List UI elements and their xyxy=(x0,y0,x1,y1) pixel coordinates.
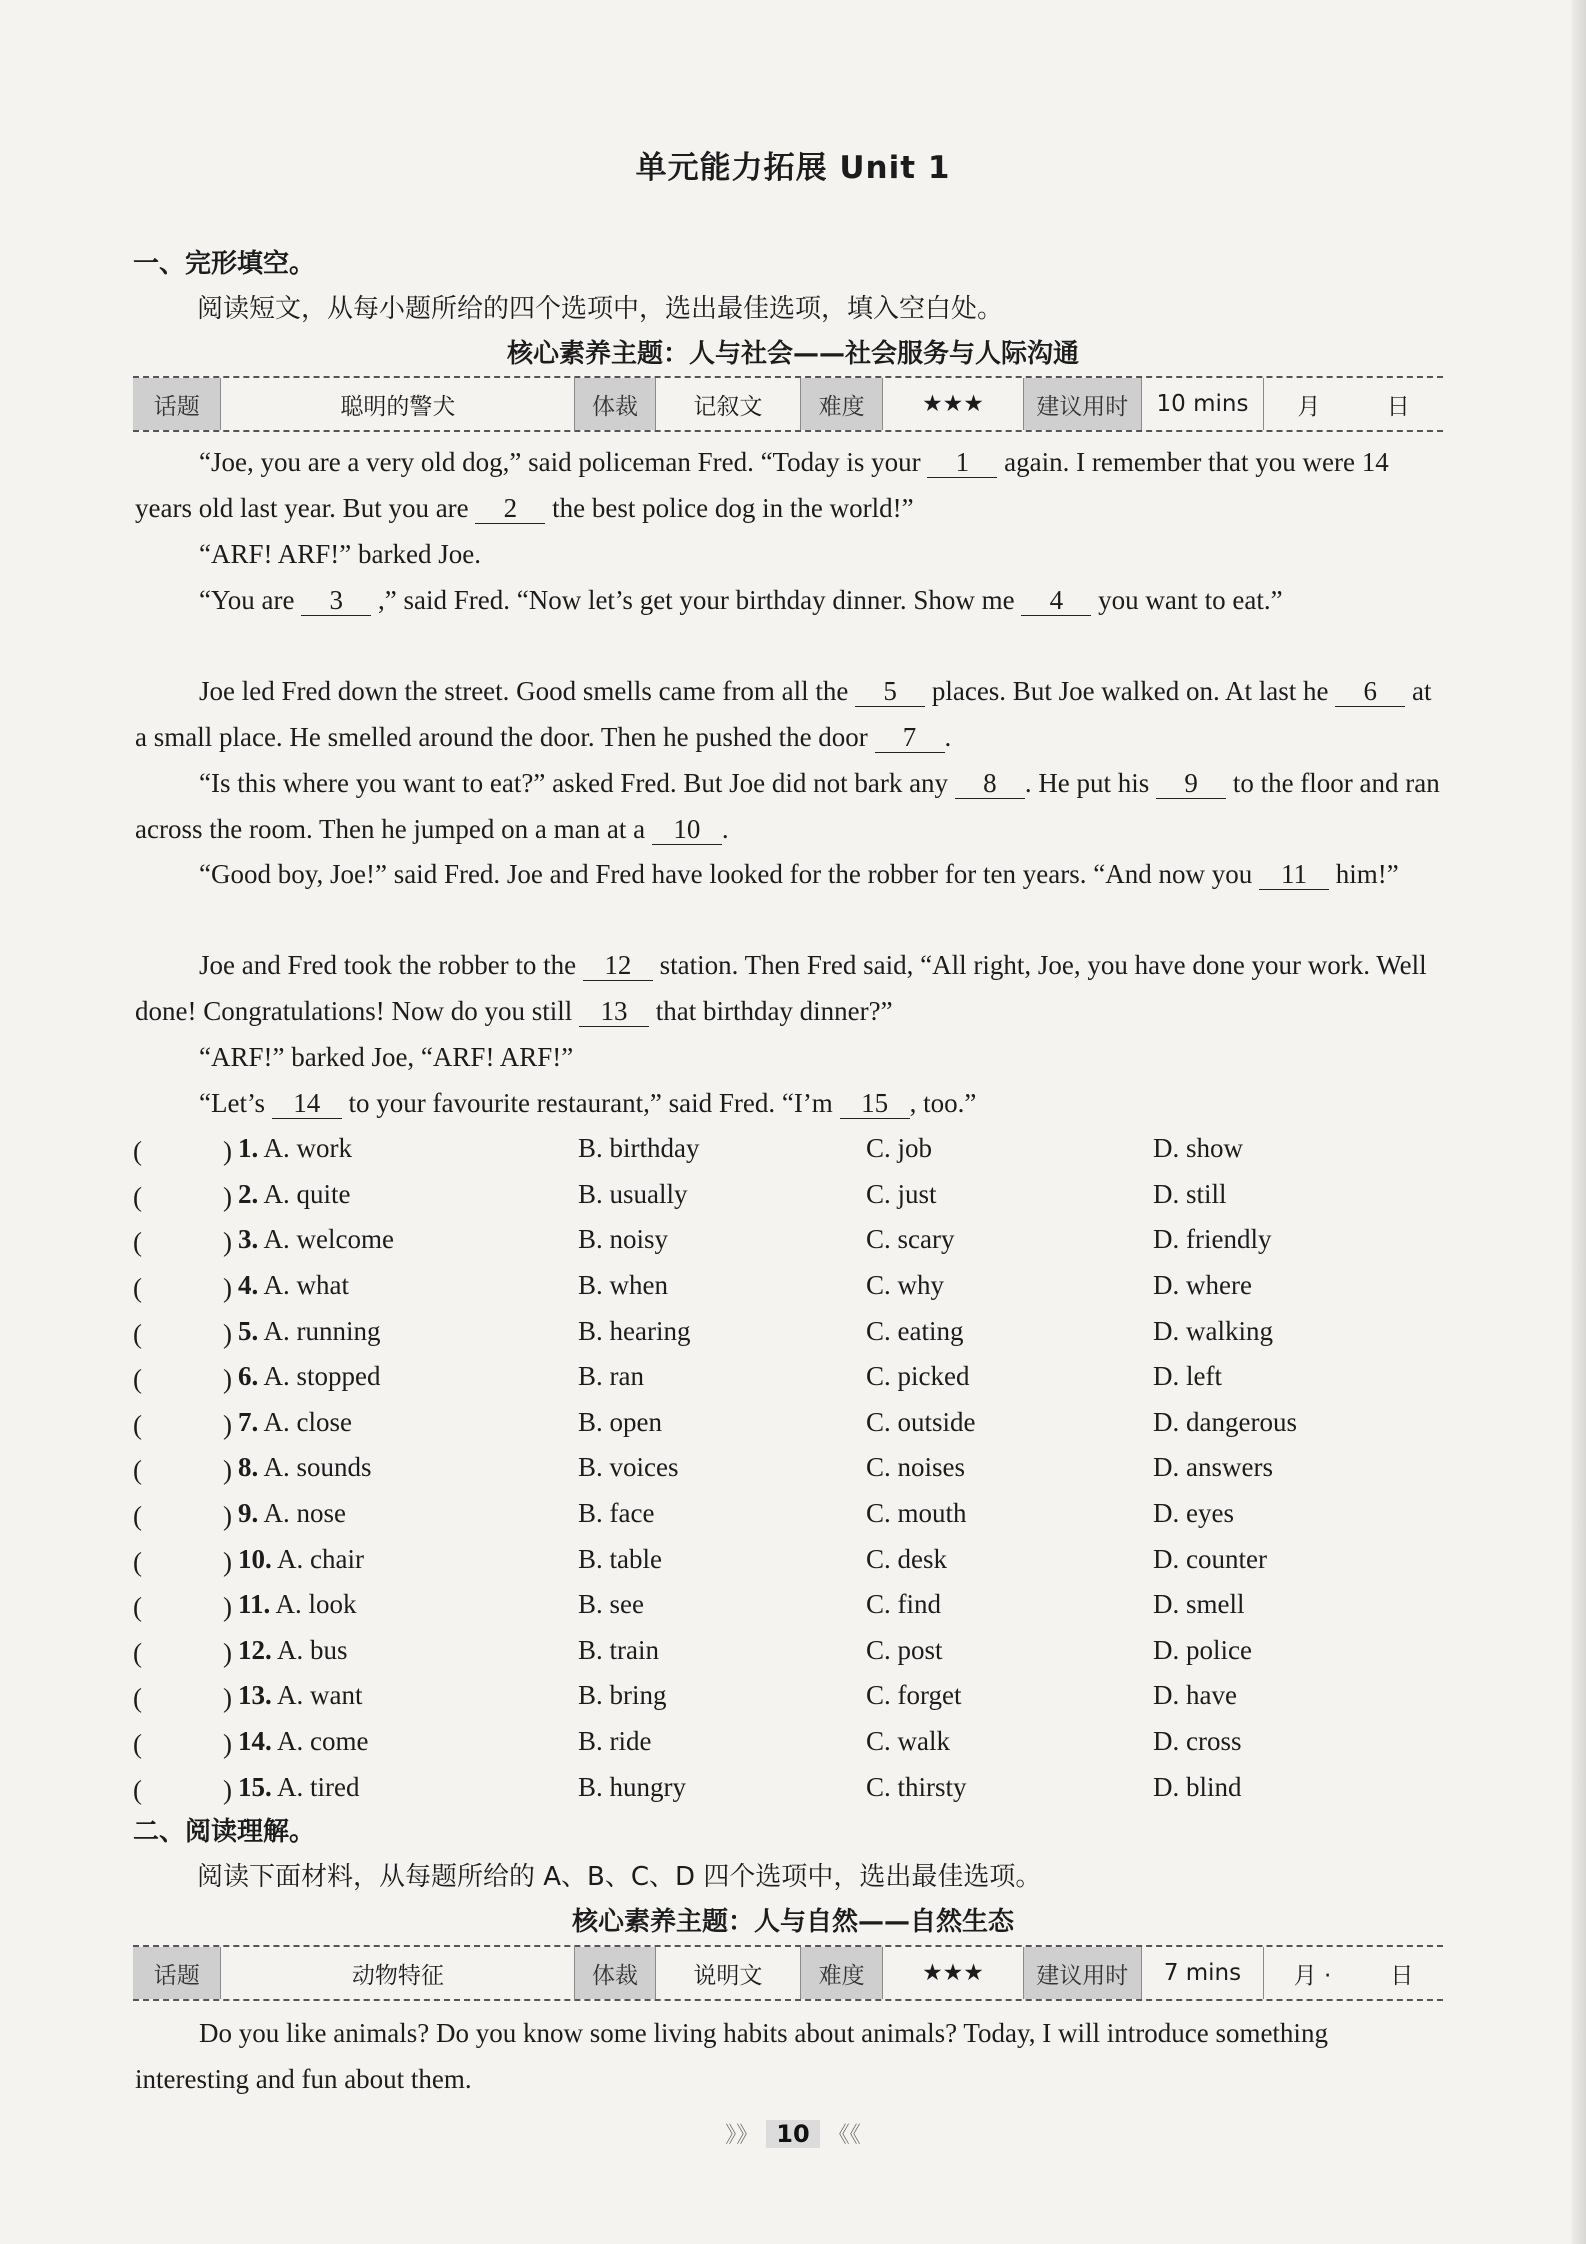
answer-bracket[interactable]: ( ) xyxy=(133,1273,232,1304)
option-d[interactable]: D. have xyxy=(1153,1680,1237,1711)
option-c[interactable]: C. eating xyxy=(866,1315,964,1346)
time-label: 建议用时 xyxy=(1024,378,1142,430)
option-a-text: A. bus xyxy=(277,1634,348,1665)
option-a[interactable] xyxy=(238,1544,578,1575)
answer-bracket[interactable]: ( ) xyxy=(133,1637,232,1668)
option-a[interactable] xyxy=(238,1772,578,1803)
option-a-text: A. work xyxy=(263,1133,353,1164)
passage-paragraph xyxy=(135,1080,1440,1126)
option-a-text: A. close xyxy=(263,1406,352,1437)
passage-text: . xyxy=(944,722,952,752)
option-a[interactable] xyxy=(238,1316,578,1347)
blank-6[interactable]: 6 xyxy=(1335,676,1405,707)
option-b[interactable]: B. see xyxy=(578,1589,644,1620)
page-title: 单元能力拓展 Unit 1 xyxy=(635,150,951,186)
question-row xyxy=(133,1354,1453,1400)
option-d[interactable]: D. blind xyxy=(1153,1771,1242,1802)
options-list xyxy=(133,1126,1453,1810)
question-number: 7. xyxy=(238,1406,259,1437)
passage-text: “Is this where you want to eat?” asked Fred. But Joe did not bark any xyxy=(199,768,949,798)
passage-text: places. But Joe walked on. At last he xyxy=(931,676,1329,706)
option-a-text: A. welcome xyxy=(263,1224,394,1255)
passage-text: . xyxy=(721,814,729,844)
section2-heading: 二、阅读理解。 xyxy=(133,1817,316,1847)
section1-heading: 一、完形填空。 xyxy=(133,249,316,279)
option-a-text: A. stopped xyxy=(263,1361,381,1392)
section1-theme: 核心素养主题：人与社会——社会服务与人际沟通 xyxy=(506,339,1079,369)
option-c[interactable]: C. noises xyxy=(866,1452,966,1483)
passage-paragraph xyxy=(135,1034,1440,1080)
option-a[interactable] xyxy=(238,1270,578,1301)
blank-10[interactable]: 10 xyxy=(652,814,722,845)
answer-bracket[interactable]: ( ) xyxy=(133,1501,232,1532)
option-c[interactable]: C. walk xyxy=(866,1726,950,1757)
question-number: 9. xyxy=(238,1498,259,1529)
option-a[interactable] xyxy=(238,1224,578,1255)
topic-label: 话题 xyxy=(133,378,221,430)
question-number: 1. xyxy=(238,1133,259,1164)
footer-arrows-right: 《《 xyxy=(827,2123,861,2148)
option-a-text: A. tired xyxy=(277,1771,360,1802)
option-b[interactable]: B. usually xyxy=(578,1178,688,1209)
question-number: 5. xyxy=(238,1315,259,1346)
genre-value: 说明文 xyxy=(656,1947,801,1999)
question-row xyxy=(133,1628,1453,1674)
blank-1[interactable]: 1 xyxy=(927,447,997,478)
passage-text: “You are xyxy=(199,585,295,615)
difficulty-label: 难度 xyxy=(801,378,884,430)
question-row xyxy=(133,1582,1453,1628)
question-number: 15. xyxy=(238,1771,272,1802)
blank-15[interactable]: 15 xyxy=(840,1088,910,1119)
section2-instruction: 阅读下面材料，从每题所给的 A、B、C、D 四个选项中，选出最佳选项。 xyxy=(197,1862,1042,1892)
option-a-text: A. sounds xyxy=(263,1452,372,1483)
passage-text: , too.” xyxy=(909,1088,977,1118)
option-a[interactable] xyxy=(238,1589,578,1620)
topic-value: 聪明的警犬 xyxy=(221,378,575,430)
answer-bracket[interactable]: ( ) xyxy=(133,1774,232,1805)
option-b[interactable]: B. face xyxy=(578,1498,655,1529)
blank-7[interactable]: 7 xyxy=(875,722,945,753)
passage-text: that birthday dinner?” xyxy=(655,996,893,1026)
option-d[interactable]: D. where xyxy=(1153,1270,1252,1301)
option-a-text: A. come xyxy=(277,1726,369,1757)
option-c[interactable]: C. thirsty xyxy=(866,1771,967,1802)
month-label: 月 · xyxy=(1293,1962,1332,1989)
option-d[interactable]: D. dangerous xyxy=(1153,1406,1297,1437)
blank-9[interactable]: 9 xyxy=(1156,768,1226,799)
blank-5[interactable]: 5 xyxy=(855,676,925,707)
option-c[interactable]: C. forget xyxy=(866,1680,962,1711)
option-c[interactable]: C. find xyxy=(866,1589,942,1620)
passage-text: “Good boy, Joe!” said Fred. Joe and Fred have looked for the robber for ten years. “And now you xyxy=(199,859,1253,889)
answer-bracket[interactable]: ( ) xyxy=(133,1318,232,1349)
page-footer xyxy=(0,2118,1586,2149)
genre-label: 体裁 xyxy=(575,1947,656,1999)
day-label: 日 xyxy=(1386,393,1410,420)
option-d[interactable]: D. friendly xyxy=(1153,1224,1272,1255)
question-row xyxy=(133,1491,1453,1537)
answer-bracket[interactable]: ( ) xyxy=(133,1181,232,1212)
passage-text: “ARF!” barked Joe, “ARF! ARF!” xyxy=(199,1042,574,1072)
time-value: 10 mins xyxy=(1142,378,1264,430)
option-b[interactable]: B. birthday xyxy=(578,1133,700,1164)
genre-value: 记叙文 xyxy=(656,378,801,430)
option-b[interactable]: B. open xyxy=(578,1406,662,1437)
option-c[interactable]: C. job xyxy=(866,1133,933,1164)
question-row xyxy=(133,1126,1453,1172)
option-a[interactable] xyxy=(238,1726,578,1757)
answer-bracket[interactable]: ( ) xyxy=(133,1683,232,1714)
option-d[interactable]: D. answers xyxy=(1153,1452,1273,1483)
question-number: 2. xyxy=(238,1178,259,1209)
difficulty-stars: ★★★ xyxy=(883,378,1023,430)
option-b[interactable]: B. table xyxy=(578,1543,662,1574)
option-a-text: A. what xyxy=(263,1270,349,1301)
answer-bracket[interactable]: ( ) xyxy=(133,1136,232,1167)
option-d[interactable]: D. police xyxy=(1153,1634,1252,1665)
passage-paragraph xyxy=(135,577,1440,623)
passage-paragraph xyxy=(135,668,1440,760)
blank-8[interactable]: 8 xyxy=(955,768,1025,799)
option-a[interactable] xyxy=(238,1179,578,1210)
time-value: 7 mins xyxy=(1142,1947,1264,1999)
answer-bracket[interactable]: ( ) xyxy=(133,1364,232,1395)
option-a-text: A. nose xyxy=(263,1498,347,1529)
question-row xyxy=(133,1263,1453,1309)
option-b[interactable]: B. noisy xyxy=(578,1224,669,1255)
reading-paragraph: Do you like animals? Do you know some living habits about animals? Today, I will introduce something interesting and fun about them. xyxy=(135,2018,1328,2094)
question-row xyxy=(133,1764,1453,1810)
option-b[interactable]: B. hearing xyxy=(578,1315,691,1346)
option-c[interactable]: C. post xyxy=(866,1634,943,1665)
question-row xyxy=(133,1673,1453,1719)
option-a-text: A. look xyxy=(275,1589,357,1620)
option-c[interactable]: C. outside xyxy=(866,1406,976,1437)
day-label: 日 xyxy=(1390,1962,1414,1989)
section2-info-bar xyxy=(133,1945,1443,2001)
section2-theme: 核心素养主题：人与自然——自然生态 xyxy=(571,1907,1014,1937)
option-d[interactable]: D. cross xyxy=(1153,1726,1242,1757)
passage-text: the best police dog in the world!” xyxy=(552,493,914,523)
passage-text: again. I remember that you were 14 years old last year. But you are xyxy=(135,447,1389,523)
option-a[interactable] xyxy=(238,1133,578,1164)
question-row xyxy=(133,1536,1453,1582)
blank-14[interactable]: 14 xyxy=(272,1088,342,1119)
passage-text: Joe led Fred down the street. Good smells came from all the xyxy=(199,676,849,706)
blank-2[interactable]: 2 xyxy=(475,493,545,524)
passage-text: station. Then Fred said, “All right, Joe, you have done your work. Well done! Congratulations! Now do you still xyxy=(135,950,1427,1026)
passage-text: “Joe, you are a very old dog,” said policeman Fred. “Today is your xyxy=(199,447,921,477)
question-number: 6. xyxy=(238,1361,259,1392)
option-b[interactable]: B. bring xyxy=(578,1680,667,1711)
question-number: 10. xyxy=(238,1543,272,1574)
option-d[interactable]: D. eyes xyxy=(1153,1498,1234,1529)
question-row xyxy=(133,1172,1453,1218)
option-d[interactable]: D. show xyxy=(1153,1133,1244,1164)
question-row xyxy=(133,1400,1453,1446)
blank-4[interactable]: 4 xyxy=(1021,585,1091,616)
option-c[interactable]: C. picked xyxy=(866,1361,970,1392)
option-d[interactable]: D. walking xyxy=(1153,1315,1273,1346)
answer-bracket[interactable]: ( ) xyxy=(133,1409,232,1440)
passage-paragraph xyxy=(135,531,1440,577)
passage-paragraph xyxy=(135,760,1440,852)
question-number: 14. xyxy=(238,1726,272,1757)
option-c[interactable]: C. desk xyxy=(866,1543,947,1574)
topic-value: 动物特征 xyxy=(221,1947,575,1999)
question-number: 13. xyxy=(238,1680,272,1711)
option-a-text: A. running xyxy=(263,1315,381,1346)
answer-bracket[interactable]: ( ) xyxy=(133,1592,232,1623)
question-row xyxy=(133,1719,1453,1765)
answer-bracket[interactable]: ( ) xyxy=(133,1455,232,1486)
question-number: 3. xyxy=(238,1224,259,1255)
passage-paragraph xyxy=(135,942,1440,1034)
blank-11[interactable]: 11 xyxy=(1259,859,1329,890)
option-b[interactable]: B. hungry xyxy=(578,1771,686,1802)
option-c[interactable]: C. mouth xyxy=(866,1498,967,1529)
time-label: 建议用时 xyxy=(1024,1947,1142,1999)
section1-instruction: 阅读短文，从每小题所给的四个选项中，选出最佳选项，填入空白处。 xyxy=(197,294,1004,324)
option-a[interactable] xyxy=(238,1407,578,1438)
option-a[interactable] xyxy=(238,1361,578,1392)
option-c[interactable]: C. scary xyxy=(866,1224,955,1255)
option-b[interactable]: B. ride xyxy=(578,1726,652,1757)
question-row xyxy=(133,1217,1453,1263)
option-b[interactable]: B. train xyxy=(578,1634,659,1665)
section1-info-bar xyxy=(133,376,1443,432)
blank-13[interactable]: 13 xyxy=(579,996,649,1027)
option-a[interactable] xyxy=(238,1452,578,1483)
option-d[interactable]: D. counter xyxy=(1153,1543,1267,1574)
passage-text: “Let’s xyxy=(199,1088,265,1118)
question-number: 11. xyxy=(238,1589,271,1620)
difficulty-stars: ★★★ xyxy=(883,1947,1023,1999)
date-field[interactable] xyxy=(1264,1947,1443,1999)
answer-bracket[interactable]: ( ) xyxy=(133,1227,232,1258)
question-row xyxy=(133,1308,1453,1354)
passage-text: Joe and Fred took the robber to the xyxy=(199,950,577,980)
answer-bracket[interactable]: ( ) xyxy=(133,1729,232,1760)
option-a-text: A. chair xyxy=(277,1543,364,1574)
question-number: 8. xyxy=(238,1452,259,1483)
option-b[interactable]: B. when xyxy=(578,1270,668,1301)
question-number: 4. xyxy=(238,1270,259,1301)
option-d[interactable]: D. still xyxy=(1153,1178,1227,1209)
option-c[interactable]: C. why xyxy=(866,1270,945,1301)
difficulty-label: 难度 xyxy=(801,1947,884,1999)
blank-12[interactable]: 12 xyxy=(583,950,653,981)
passage-text: you want to eat.” xyxy=(1098,585,1283,615)
option-a[interactable] xyxy=(238,1680,578,1711)
footer-arrows-left: 》》 xyxy=(725,2123,759,2148)
option-c[interactable]: C. just xyxy=(866,1178,937,1209)
option-b[interactable]: B. voices xyxy=(578,1452,679,1483)
month-label: 月 xyxy=(1297,393,1321,420)
option-b[interactable]: B. ran xyxy=(578,1361,644,1392)
passage-paragraph xyxy=(135,439,1440,531)
option-d[interactable]: D. smell xyxy=(1153,1589,1245,1620)
option-d[interactable]: D. left xyxy=(1153,1361,1222,1392)
answer-bracket[interactable]: ( ) xyxy=(133,1546,232,1577)
topic-label: 话题 xyxy=(133,1947,221,1999)
passage-text: . He put his xyxy=(1024,768,1150,798)
date-field[interactable] xyxy=(1264,378,1443,430)
genre-label: 体裁 xyxy=(575,378,656,430)
passage-paragraph xyxy=(135,851,1440,897)
option-a-text: A. want xyxy=(277,1680,363,1711)
passage-text: to your favourite restaurant,” said Fred. “I’m xyxy=(348,1088,833,1118)
page-number: 10 xyxy=(766,2120,819,2148)
option-a[interactable] xyxy=(238,1498,578,1529)
blank-3[interactable]: 3 xyxy=(301,585,371,616)
question-row xyxy=(133,1445,1453,1491)
passage-text: to the floor and ran across the room. Then he jumped on a man at a xyxy=(135,768,1440,844)
option-a[interactable] xyxy=(238,1635,578,1666)
passage-text: ,” said Fred. “Now let’s get your birthday dinner. Show me xyxy=(378,585,1015,615)
option-a-text: A. quite xyxy=(263,1178,351,1209)
passage-text: “ARF! ARF!” barked Joe. xyxy=(199,539,481,569)
passage-text: at a small place. He smelled around the door. Then he pushed the door xyxy=(135,676,1432,752)
question-number: 12. xyxy=(238,1634,272,1665)
passage-text: him!” xyxy=(1335,859,1399,889)
